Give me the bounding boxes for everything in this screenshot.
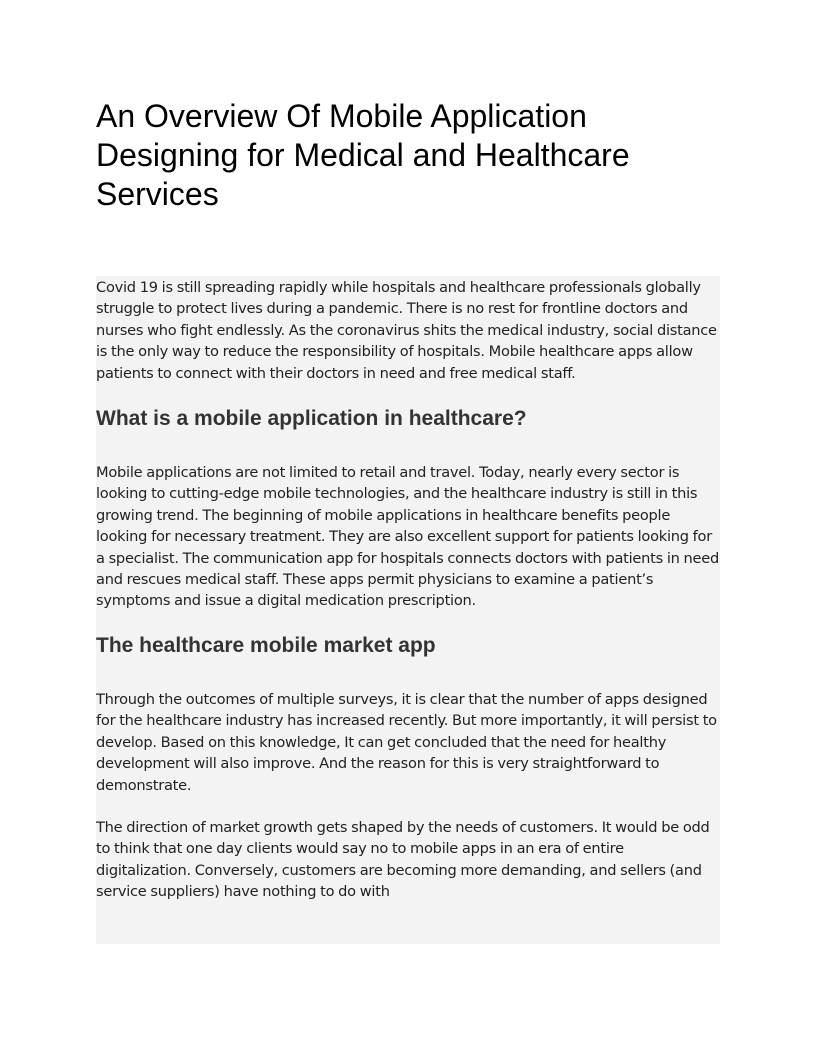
section-paragraph: Through the outcomes of multiple surveys, it is clear that the number of apps designed for the healthcare industry has increased recently. But more importantly, it will persist to develop. Based on this knowledge, It can get concluded that the need for healthy development will also improve. And the reason for this is very straightforward to demonstrate. xyxy=(96,690,717,794)
intro-paragraph: Covid 19 is still spreading rapidly while hospitals and healthcare professionals globally struggle to protect lives during a pandemic. There is no rest for frontline doctors and nurses who fight endlessly. As the coronavirus shits the medical industry, social distance is the only way to reduce the responsibility of hospitals. Mobile healthcare apps allow patients to connect with their doctors in need and free medical staff. xyxy=(96,279,717,382)
document-title: An Overview Of Mobile Application Designing for Medical and Healthcare Services xyxy=(96,98,630,212)
section-paragraph: The direction of market growth gets shaped by the needs of customers. It would be odd to think that one day clients would say no to mobile apps in an era of entire digitalization. Conversely, customers are becoming more demanding, and sellers (and service suppliers) have nothing to do with xyxy=(96,818,710,901)
section-heading-mobile-app-healthcare: What is a mobile application in healthcare? xyxy=(96,407,527,431)
section-heading-market-app: The healthcare mobile market app xyxy=(96,633,436,657)
section-paragraph: Mobile applications are not limited to retail and travel. Today, nearly every sector is looking to cutting-edge mobile technologies, and the healthcare industry is still in this growing trend. The beginning of mobile applications in healthcare benefits people looking for necessary treatment. They are also excellent support for patients looking for a specialist. The communication app for hospitals connects doctors with patients in need and rescues medical staff. These apps permit physicians to examine a patient’s symptoms and issue a digital medication prescription. xyxy=(96,464,720,610)
article-body xyxy=(96,276,720,944)
